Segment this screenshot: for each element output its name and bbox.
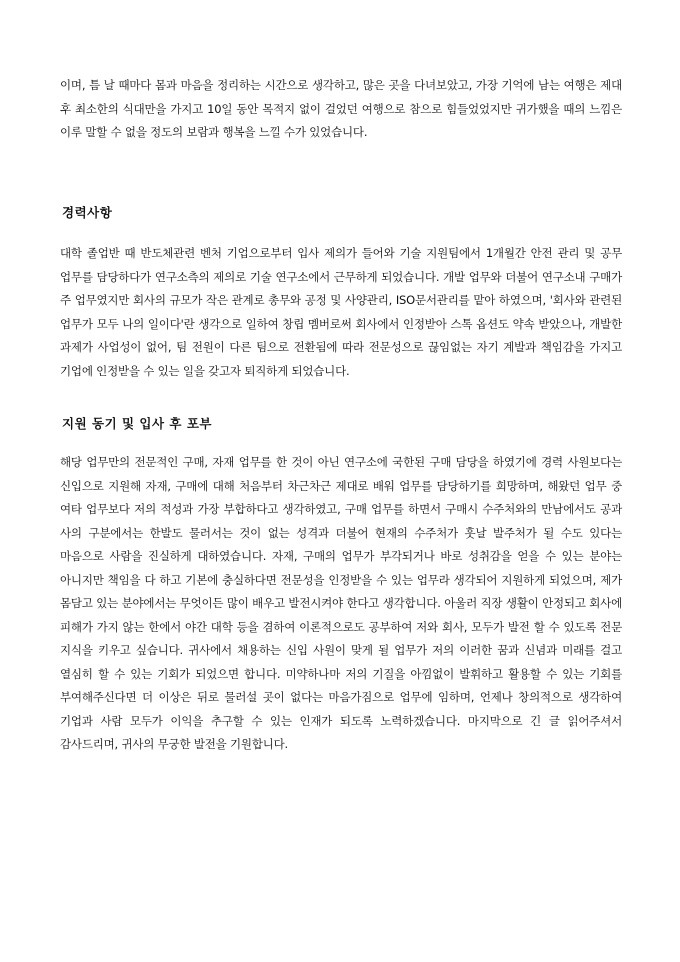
motivation-paragraph: 해당 업무만의 전문적인 구매, 자재 업무를 한 것이 아닌 연구소에 국한된 구매 담당을 하였기에 경력 사원보다는 신입으로 지원해 자재, 구매에 대해 처음부터 차근차근 제대로 배워 업무를 담당하기를 희망하며, 해왔던 업무 중 여타 업무보다 저의 적성과 가장 부합하다고 생각하였고, 구매 업무를 하면서 구매시 수주처와의 만남에서도 공과 사의 구분에서는 한발도 물러서는 것이 없는 성격과 더불어 현재의 수주처가 훗날 발주처가 될 수도 있다는 마음으로 사람을 진실하게 대하였습니다. 자재, 구매의 업무가 부각되거나 바로 성취감을 얻을 수 있는 분야는 아니지만 책임을 다 하고 기본에 충실하다면 전문성을 인정받을 수 있는 업무라 생각되어 지원하게 되었으며, 제가 몸담고 있는 분야에서는 무엇이든 많이 배우고 발전시켜야 한다고 생각합니다. 아울러 직장 생활이 안정되고 회사에 피해가 가지 않는 한에서 야간 대학 등을 겸하여 이론적으로도 공부하여 저와 회사, 모두가 발전 할 수 있도록 전문 지식을 키우고 싶습니다. 귀사에서 채용하는 신입 사원이 맞게 될 업무가 저의 이러한 꿈과 신념과 미래를 걸고 열심히 할 수 있는 기회가 되었으면 합니다. 미약하나마 저의 기질을 아낌없이 발휘하고 활용할 수 있는 기회를 부여해주신다면 더 이상은 뒤로 물러설 곳이 없다는 마음가짐으로 업무에 임하며, 언제나 창의적으로 생각하여 기업과 사람 모두가 이익을 추구할 수 있는 인재가 되도록 노력하겠습니다. 마지막으로 긴 글 읽어주셔서 감사드리며, 귀사의 무궁한 발전을 기원합니다.	[60, 455, 622, 751]
motivation-heading: 지원 동기 및 입사 후 포부	[62, 416, 213, 431]
career-heading: 경력사항	[62, 205, 113, 220]
intro-paragraph: 이며, 틈 날 때마다 몸과 마음을 정리하는 시간으로 생각하고, 많은 곳을 다녀보았고, 가장 기억에 남는 여행은 제대 후 최소한의 식대만을 가지고 10일 동안 목적지 없이 걸었던 여행으로 참으로 힘들었었지만 귀가했을 때의 느낌은 이루 말할 수 없을 정도의 보람과 행복을 느낄 수가 있었습니다.	[60, 78, 622, 139]
career-paragraph: 대학 졸업반 때 반도체관련 벤처 기업으로부터 입사 제의가 들어와 기술 지원팀에서 1개월간 안전 관리 및 공무 업무를 담당하다가 연구소측의 제의로 기술 연구소에서 근무하게 되었습니다. 개발 업무와 더불어 연구소내 구매가 주 업무였지만 회사의 규모가 작은 관계로 총무와 공정 및 사양관리, ISO문서관리를 맡아 하였으며, '회사와 관련된 업무가 모두 나의 일이다'란 생각으로 일하여 창립 멤버로써 회사에서 인정받아 스톡 옵션도 약속 받았으나, 개발한 과제가 사업성이 없어, 팀 전원이 다른 팀으로 전환됨에 따라 전문성으로 끊임없는 자기 계발과 책임감을 가지고 기업에 인정받을 수 있는 일을 갖고자 퇴직하게 되었습니다.	[60, 246, 622, 378]
